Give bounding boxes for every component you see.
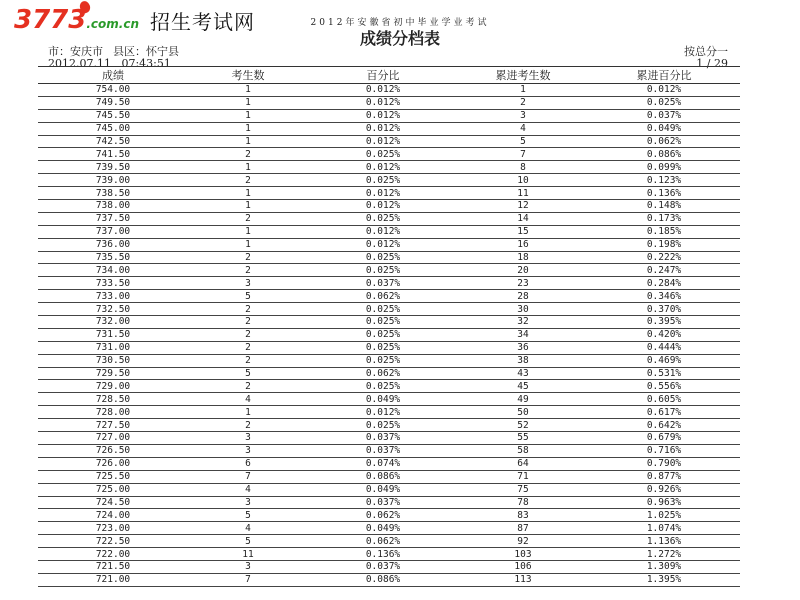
column-header: 百分比 bbox=[308, 67, 458, 84]
column-header: 累进百分比 bbox=[588, 67, 740, 84]
table-row bbox=[38, 496, 740, 509]
table-cell: 733.00 bbox=[38, 290, 188, 303]
table-cell: 1 bbox=[188, 122, 308, 135]
table-cell: 3 bbox=[458, 109, 588, 122]
table-cell: 0.025% bbox=[308, 328, 458, 341]
table-cell: 731.00 bbox=[38, 341, 188, 354]
table-cell: 49 bbox=[458, 393, 588, 406]
table-cell: 0.025% bbox=[588, 96, 740, 109]
table-cell: 0.247% bbox=[588, 264, 740, 277]
table-cell: 23 bbox=[458, 277, 588, 290]
table-cell: 726.00 bbox=[38, 457, 188, 470]
table-cell: 0.062% bbox=[308, 509, 458, 522]
table-cell: 18 bbox=[458, 251, 588, 264]
table-row bbox=[38, 212, 740, 225]
table-cell: 724.00 bbox=[38, 509, 188, 522]
table-row bbox=[38, 354, 740, 367]
table-cell: 32 bbox=[458, 316, 588, 329]
table-row bbox=[38, 419, 740, 432]
table-cell: 0.025% bbox=[308, 354, 458, 367]
table-cell: 0.012% bbox=[308, 84, 458, 97]
table-cell: 727.00 bbox=[38, 432, 188, 445]
table-cell: 3 bbox=[188, 560, 308, 573]
table-cell: 2 bbox=[188, 380, 308, 393]
table-cell: 45 bbox=[458, 380, 588, 393]
sort-label: 按总分一 bbox=[684, 45, 728, 58]
table-cell: 0.049% bbox=[588, 122, 740, 135]
table-row bbox=[38, 457, 740, 470]
table-cell: 0.049% bbox=[308, 522, 458, 535]
table-cell: 1.025% bbox=[588, 509, 740, 522]
table-cell: 737.50 bbox=[38, 212, 188, 225]
table-row bbox=[38, 444, 740, 457]
table-cell: 3 bbox=[188, 496, 308, 509]
table-cell: 11 bbox=[458, 187, 588, 200]
table-cell: 0.346% bbox=[588, 290, 740, 303]
table-cell: 734.00 bbox=[38, 264, 188, 277]
table-cell: 43 bbox=[458, 367, 588, 380]
table-cell: 0.531% bbox=[588, 367, 740, 380]
table-cell: 0.012% bbox=[308, 238, 458, 251]
table-cell: 14 bbox=[458, 212, 588, 225]
table-cell: 12 bbox=[458, 200, 588, 213]
table-row bbox=[38, 406, 740, 419]
table-cell: 5 bbox=[188, 290, 308, 303]
table-cell: 0.025% bbox=[308, 148, 458, 161]
table-row bbox=[38, 290, 740, 303]
table-cell: 0.926% bbox=[588, 483, 740, 496]
table-cell: 0.679% bbox=[588, 432, 740, 445]
table-cell: 4 bbox=[188, 522, 308, 535]
table-cell: 2 bbox=[188, 251, 308, 264]
table-cell: 28 bbox=[458, 290, 588, 303]
page-number: 1 / 29 bbox=[696, 57, 728, 70]
table-row bbox=[38, 122, 740, 135]
table-row bbox=[38, 393, 740, 406]
table-row bbox=[38, 200, 740, 213]
table-cell: 1 bbox=[188, 225, 308, 238]
table-cell: 2 bbox=[188, 212, 308, 225]
table-cell: 0.222% bbox=[588, 251, 740, 264]
table-cell: 5 bbox=[188, 367, 308, 380]
table-cell: 745.50 bbox=[38, 109, 188, 122]
table-row bbox=[38, 303, 740, 316]
page-title: 成绩分档表 bbox=[359, 29, 440, 48]
table-cell: 0.136% bbox=[588, 187, 740, 200]
table-cell: 735.50 bbox=[38, 251, 188, 264]
table-cell: 0.123% bbox=[588, 174, 740, 187]
table-row bbox=[38, 328, 740, 341]
table-cell: 0.037% bbox=[308, 444, 458, 457]
table-row bbox=[38, 509, 740, 522]
table-cell: 1.272% bbox=[588, 548, 740, 561]
table-cell: 731.50 bbox=[38, 328, 188, 341]
table-cell: 6 bbox=[188, 457, 308, 470]
table-cell: 0.025% bbox=[308, 264, 458, 277]
table-cell: 38 bbox=[458, 354, 588, 367]
table-cell: 2 bbox=[188, 148, 308, 161]
column-header: 成绩 bbox=[38, 67, 188, 84]
table-cell: 1 bbox=[188, 135, 308, 148]
table-cell: 7 bbox=[458, 148, 588, 161]
table-cell: 739.50 bbox=[38, 161, 188, 174]
table-cell: 1 bbox=[188, 200, 308, 213]
table-cell: 0.025% bbox=[308, 303, 458, 316]
table-row bbox=[38, 380, 740, 393]
table-cell: 0.025% bbox=[308, 380, 458, 393]
table-cell: 1 bbox=[458, 84, 588, 97]
table-cell: 0.556% bbox=[588, 380, 740, 393]
table-cell: 724.50 bbox=[38, 496, 188, 509]
table-cell: 3 bbox=[188, 444, 308, 457]
table-row bbox=[38, 432, 740, 445]
table-cell: 0.012% bbox=[308, 200, 458, 213]
table-cell: 0.173% bbox=[588, 212, 740, 225]
table-cell: 722.50 bbox=[38, 535, 188, 548]
table-cell: 727.50 bbox=[38, 419, 188, 432]
table-cell: 0.037% bbox=[308, 277, 458, 290]
table-cell: 0.420% bbox=[588, 328, 740, 341]
table-cell: 2 bbox=[188, 341, 308, 354]
table-cell: 30 bbox=[458, 303, 588, 316]
table-cell: 722.00 bbox=[38, 548, 188, 561]
table-cell: 0.062% bbox=[308, 290, 458, 303]
table-cell: 2 bbox=[188, 303, 308, 316]
table-cell: 733.50 bbox=[38, 277, 188, 290]
table-cell: 103 bbox=[458, 548, 588, 561]
table-cell: 737.00 bbox=[38, 225, 188, 238]
table-cell: 0.086% bbox=[308, 573, 458, 586]
table-row bbox=[38, 277, 740, 290]
table-cell: 0.185% bbox=[588, 225, 740, 238]
table-cell: 0.012% bbox=[308, 135, 458, 148]
table-cell: 0.049% bbox=[308, 483, 458, 496]
table-cell: 728.50 bbox=[38, 393, 188, 406]
table-cell: 75 bbox=[458, 483, 588, 496]
table-cell: 0.012% bbox=[308, 122, 458, 135]
table-cell: 2 bbox=[188, 316, 308, 329]
table-cell: 4 bbox=[188, 483, 308, 496]
table-row bbox=[38, 135, 740, 148]
table-row bbox=[38, 109, 740, 122]
table-cell: 1 bbox=[188, 96, 308, 109]
table-cell: 50 bbox=[458, 406, 588, 419]
table-cell: 738.50 bbox=[38, 187, 188, 200]
table-row bbox=[38, 174, 740, 187]
table-cell: 2 bbox=[188, 419, 308, 432]
table-cell: 0.617% bbox=[588, 406, 740, 419]
column-header: 累进考生数 bbox=[458, 67, 588, 84]
table-cell: 87 bbox=[458, 522, 588, 535]
table-cell: 78 bbox=[458, 496, 588, 509]
table-cell: 0.605% bbox=[588, 393, 740, 406]
table-cell: 732.00 bbox=[38, 316, 188, 329]
table-cell: 0.012% bbox=[308, 225, 458, 238]
table-cell: 725.50 bbox=[38, 470, 188, 483]
table-cell: 0.037% bbox=[588, 109, 740, 122]
table-cell: 745.00 bbox=[38, 122, 188, 135]
table-row bbox=[38, 187, 740, 200]
table-cell: 0.012% bbox=[308, 187, 458, 200]
table-cell: 0.062% bbox=[588, 135, 740, 148]
table-row bbox=[38, 96, 740, 109]
table-cell: 738.00 bbox=[38, 200, 188, 213]
watermark-site: 3773 bbox=[14, 5, 87, 35]
table-cell: 2 bbox=[188, 354, 308, 367]
table-cell: 0.012% bbox=[308, 406, 458, 419]
table-cell: 2 bbox=[188, 174, 308, 187]
table-header bbox=[38, 67, 740, 84]
table-cell: 0.469% bbox=[588, 354, 740, 367]
table-cell: 4 bbox=[188, 393, 308, 406]
table-cell: 725.00 bbox=[38, 483, 188, 496]
table-cell: 92 bbox=[458, 535, 588, 548]
table-cell: 64 bbox=[458, 457, 588, 470]
table-row bbox=[38, 573, 740, 586]
watermark-domain: .com.cn bbox=[86, 17, 140, 31]
table-cell: 106 bbox=[458, 560, 588, 573]
table-cell: 1 bbox=[188, 84, 308, 97]
table-cell: 0.284% bbox=[588, 277, 740, 290]
table-cell: 3 bbox=[188, 432, 308, 445]
table-cell: 4 bbox=[458, 122, 588, 135]
table-cell: 3 bbox=[188, 277, 308, 290]
table-cell: 0.370% bbox=[588, 303, 740, 316]
table-cell: 0.025% bbox=[308, 251, 458, 264]
table-cell: 1.074% bbox=[588, 522, 740, 535]
table-cell: 0.062% bbox=[308, 535, 458, 548]
table-cell: 721.00 bbox=[38, 573, 188, 586]
table-cell: 741.50 bbox=[38, 148, 188, 161]
table-cell: 730.50 bbox=[38, 354, 188, 367]
table-cell: 0.012% bbox=[308, 96, 458, 109]
table-cell: 0.198% bbox=[588, 238, 740, 251]
table-cell: 0.086% bbox=[308, 470, 458, 483]
table-cell: 83 bbox=[458, 509, 588, 522]
table-row bbox=[38, 161, 740, 174]
table-cell: 58 bbox=[458, 444, 588, 457]
table-row bbox=[38, 548, 740, 561]
table-cell: 0.012% bbox=[588, 84, 740, 97]
table-cell: 1 bbox=[188, 238, 308, 251]
table-row bbox=[38, 470, 740, 483]
table-cell: 0.074% bbox=[308, 457, 458, 470]
table-cell: 1 bbox=[188, 187, 308, 200]
table-cell: 0.642% bbox=[588, 419, 740, 432]
table-cell: 7 bbox=[188, 573, 308, 586]
table-cell: 0.037% bbox=[308, 560, 458, 573]
table-row bbox=[38, 148, 740, 161]
table-cell: 1 bbox=[188, 109, 308, 122]
table-cell: 739.00 bbox=[38, 174, 188, 187]
table-cell: 5 bbox=[458, 135, 588, 148]
table-cell: 10 bbox=[458, 174, 588, 187]
table-cell: 754.00 bbox=[38, 84, 188, 97]
watermark-name: 招生考试网 bbox=[150, 10, 255, 34]
table-cell: 8 bbox=[458, 161, 588, 174]
score-distribution-table bbox=[38, 66, 740, 587]
column-header: 考生数 bbox=[188, 67, 308, 84]
table-row bbox=[38, 483, 740, 496]
table-cell: 15 bbox=[458, 225, 588, 238]
table-cell: 11 bbox=[188, 548, 308, 561]
table-cell: 0.136% bbox=[308, 548, 458, 561]
watermark-logo bbox=[14, 6, 139, 38]
table-cell: 729.00 bbox=[38, 380, 188, 393]
table-cell: 7 bbox=[188, 470, 308, 483]
table-cell: 0.025% bbox=[308, 212, 458, 225]
table-cell: 726.50 bbox=[38, 444, 188, 457]
table-cell: 5 bbox=[188, 535, 308, 548]
table-row bbox=[38, 238, 740, 251]
table-cell: 0.148% bbox=[588, 200, 740, 213]
table-cell: 113 bbox=[458, 573, 588, 586]
table-cell: 0.025% bbox=[308, 316, 458, 329]
table-row bbox=[38, 225, 740, 238]
print-datetime: 2012.07.11 07:43:51 bbox=[48, 57, 171, 70]
table-cell: 749.50 bbox=[38, 96, 188, 109]
table-cell: 0.025% bbox=[308, 341, 458, 354]
table-cell: 723.00 bbox=[38, 522, 188, 535]
table-row bbox=[38, 316, 740, 329]
table-cell: 0.444% bbox=[588, 341, 740, 354]
table-cell: 0.025% bbox=[308, 419, 458, 432]
table-cell: 1.309% bbox=[588, 560, 740, 573]
table-cell: 0.025% bbox=[308, 174, 458, 187]
table-cell: 0.037% bbox=[308, 432, 458, 445]
table-cell: 1.136% bbox=[588, 535, 740, 548]
table-cell: 0.877% bbox=[588, 470, 740, 483]
table-cell: 0.086% bbox=[588, 148, 740, 161]
table-row bbox=[38, 522, 740, 535]
table-cell: 0.012% bbox=[308, 161, 458, 174]
table-cell: 0.099% bbox=[588, 161, 740, 174]
table-cell: 0.963% bbox=[588, 496, 740, 509]
table-cell: 52 bbox=[458, 419, 588, 432]
table-cell: 1 bbox=[188, 406, 308, 419]
table-cell: 736.00 bbox=[38, 238, 188, 251]
table-cell: 0.049% bbox=[308, 393, 458, 406]
table-cell: 729.50 bbox=[38, 367, 188, 380]
table-cell: 742.50 bbox=[38, 135, 188, 148]
table-cell: 0.037% bbox=[308, 496, 458, 509]
table-cell: 2 bbox=[188, 264, 308, 277]
table-cell: 16 bbox=[458, 238, 588, 251]
table-cell: 36 bbox=[458, 341, 588, 354]
table-cell: 721.50 bbox=[38, 560, 188, 573]
table-cell: 0.395% bbox=[588, 316, 740, 329]
table-row bbox=[38, 367, 740, 380]
table-row bbox=[38, 84, 740, 97]
city-label: 市：安庆市 bbox=[48, 45, 103, 58]
table-cell: 0.062% bbox=[308, 367, 458, 380]
table-cell: 0.716% bbox=[588, 444, 740, 457]
exam-subtitle: 2012年安徽省初中毕业学业考试 bbox=[310, 18, 490, 28]
table-row bbox=[38, 251, 740, 264]
table-row bbox=[38, 560, 740, 573]
county-label: 县区：怀宁县 bbox=[113, 45, 179, 58]
table-cell: 2 bbox=[188, 328, 308, 341]
table-cell: 0.012% bbox=[308, 109, 458, 122]
table-cell: 732.50 bbox=[38, 303, 188, 316]
table-cell: 728.00 bbox=[38, 406, 188, 419]
table-row bbox=[38, 341, 740, 354]
table-row bbox=[38, 535, 740, 548]
table-cell: 5 bbox=[188, 509, 308, 522]
table-cell: 34 bbox=[458, 328, 588, 341]
table-row bbox=[38, 264, 740, 277]
table-cell: 55 bbox=[458, 432, 588, 445]
table-cell: 71 bbox=[458, 470, 588, 483]
table-cell: 0.790% bbox=[588, 457, 740, 470]
table-cell: 1 bbox=[188, 161, 308, 174]
table-cell: 1.395% bbox=[588, 573, 740, 586]
table-cell: 2 bbox=[458, 96, 588, 109]
table-cell: 20 bbox=[458, 264, 588, 277]
